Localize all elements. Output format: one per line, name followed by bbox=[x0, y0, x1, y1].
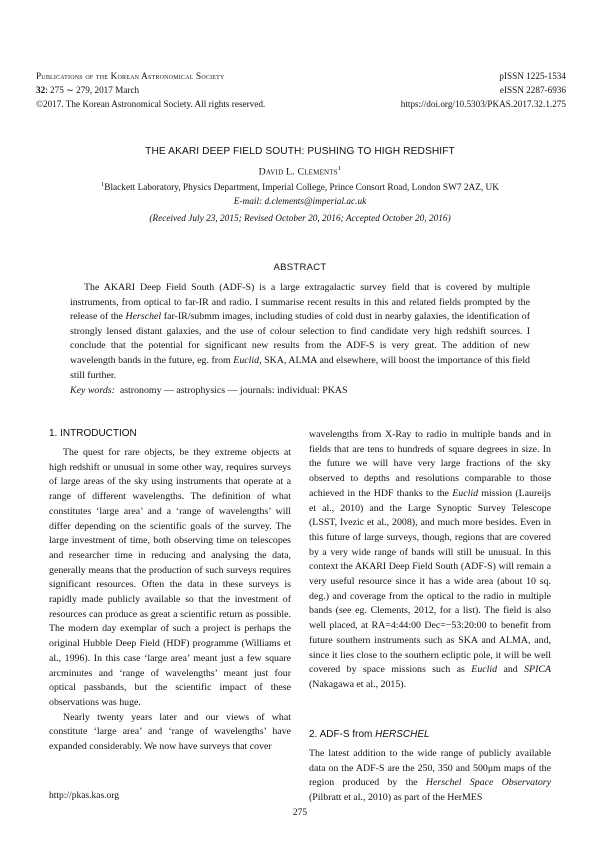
section-2-text-a: The latest addition to the wide range of publicly available data on the ADF-S are the 250, 350 and 500μm maps of the region produced by the bbox=[309, 748, 551, 789]
footer-url[interactable]: http://pkas.kas.org bbox=[49, 791, 120, 801]
intro-paragraph-1: The quest for rare objects, be they extreme objects at high redshift or unusual in some other way, requires surveys of large areas of the sky using instruments that operate at a range of different wavelengths. The definition of what constitutes ‘large area’ and a ‘range of wavelengths’ will differ depending on the scientific goals of the survey. The large investment of time, both observing time on telescopes and researcher time in reducing and analysing the data, generally means that the production of such surveys requires significant resources. Often the data in these surveys is rapidly made publicly available so that the investment of resources can produce as great a scientific return as possible. The modern day exemplar of such a project is perhaps the original Hubble Deep Field (HDF) programme (Williams et al., 1996). In this case ‘large area’ meant just a few square arcminutes and ‘range of wavelengths’ meant just four optical passbands, but the scientific impact of these observations was huge. bbox=[49, 447, 291, 708]
abstract-herschel: Herschel bbox=[125, 311, 162, 323]
keywords-text: astronomy — astrophysics — journals: individual: PKAS bbox=[119, 385, 348, 396]
abstract-euclid: Euclid bbox=[233, 354, 260, 366]
email[interactable]: E-mail: d.clements@imperial.ac.uk bbox=[233, 197, 367, 207]
abstract-text-2: far-IR/submm images, including studies of cold dust in nearby galaxies, the identification of strongly lensed distant galaxies, and the use of colour selection to find candidate very high redshift sources. I conclude that the potential for significant new results from the ADF-S is very great. The addition of new wavelength bands in the future, eg. from bbox=[70, 311, 531, 366]
paper-title: THE AKARI DEEP FIELD SOUTH: PUSHING TO HIGH REDSHIFT bbox=[145, 146, 455, 157]
right-column bbox=[309, 428, 551, 693]
right-spica: SPICA bbox=[524, 664, 551, 676]
right-euclid-2: Euclid bbox=[471, 664, 498, 676]
pissn: pISSN 1225-1534 bbox=[499, 71, 566, 81]
affiliation-superscript: 1 bbox=[101, 181, 105, 188]
right-text-b: mission (Laureijs et al., 2010) and the Large Synoptic Survey Telescope (LSST, Ivezic et al., 2008), and much more besides. Even in this future of large surveys, though, regions that are covered by a very wide range of bands will still be unusual. In this context the AKARI Deep Field South (ADF-S) will remain a very useful resource since it has a wide area (about 10 sq. deg.) and coverage from the optical to the radio in multiple bands (see eg. Clements, 2012, for a list). The field is also well placed, at RA=4:44:00 Dec=−53:20:00 to benefit from future southern instruments such as SKA and ALMA, and, since it lies close to the southern ecliptic pole, it will be well covered by space missions such as bbox=[309, 487, 551, 676]
right-text-c: and bbox=[497, 664, 525, 676]
section-2-herschel: HERSCHEL bbox=[375, 729, 430, 740]
volume-number: 32 bbox=[36, 85, 46, 95]
section-1-heading: 1. INTRODUCTION bbox=[49, 428, 137, 439]
intro-paragraph-2: Nearly twenty years later and our views of what constitute ‘large area’ and ‘range of wavelengths’ have expanded considerably. We now have surveys that cover bbox=[49, 711, 291, 753]
right-euclid-1: Euclid bbox=[452, 487, 479, 499]
left-column bbox=[49, 446, 291, 755]
pages-date: : 275 ∼ 279, 2017 March bbox=[45, 85, 140, 95]
keywords-label: Key words: bbox=[70, 385, 115, 396]
section-2-prefix: 2. ADF-S from bbox=[309, 729, 376, 740]
author-name bbox=[0, 165, 600, 177]
abstract-text-3: , SKA, ALMA and elsewhere, will boost the importance of this field still further. bbox=[70, 354, 530, 381]
author-superscript: 1 bbox=[337, 165, 342, 172]
right-text-a: wavelengths from X-Ray to radio in multiple bands and in fields that are tens to hundreds of square degrees in size. In the future we will have very large fractions of the sky observed to depths and resolutions comparable to those achieved in the HDF thanks to the bbox=[309, 429, 551, 499]
section-2-heading bbox=[309, 729, 430, 740]
right-text-d: (Nakagawa et al., 2015). bbox=[309, 678, 407, 690]
abstract-body bbox=[70, 281, 530, 383]
author-text: David L. Clements bbox=[258, 166, 338, 178]
doi-link[interactable]: https://doi.org/10.5303/PKAS.2017.32.1.275 bbox=[400, 99, 566, 109]
section-2-hso: Herschel Space Observatory bbox=[425, 777, 551, 789]
section-2-text-b: (Pilbratt et al., 2010) as part of the HerMES bbox=[309, 792, 483, 804]
eissn: eISSN 2287-6936 bbox=[499, 85, 566, 95]
page-number: 275 bbox=[292, 808, 308, 818]
abstract-text-1: The AKARI Deep Field South (ADF-S) is a large extragalactic survey field that is covered by multiple instruments, from optical to far-IR and radio. I summarise recent results in this and related fields prompted by the release of the bbox=[70, 282, 530, 323]
copyright: ©2017. The Korean Astronomical Society. All rights reserved. bbox=[36, 99, 266, 109]
affiliation-text: Blackett Laboratory, Physics Department, Imperial College, Prince Consort Road, London SW7 2AZ, UK bbox=[104, 183, 499, 194]
affiliation bbox=[0, 181, 600, 193]
volume-pages bbox=[36, 84, 139, 97]
dates: (Received July 23, 2015; Revised October 20, 2016; Accepted October 20, 2016) bbox=[149, 214, 451, 224]
section-2-body bbox=[309, 747, 551, 806]
keywords bbox=[70, 385, 348, 396]
abstract-heading: ABSTRACT bbox=[273, 262, 327, 273]
journal-name: Publications of the Korean Astronomical Society bbox=[36, 71, 225, 81]
